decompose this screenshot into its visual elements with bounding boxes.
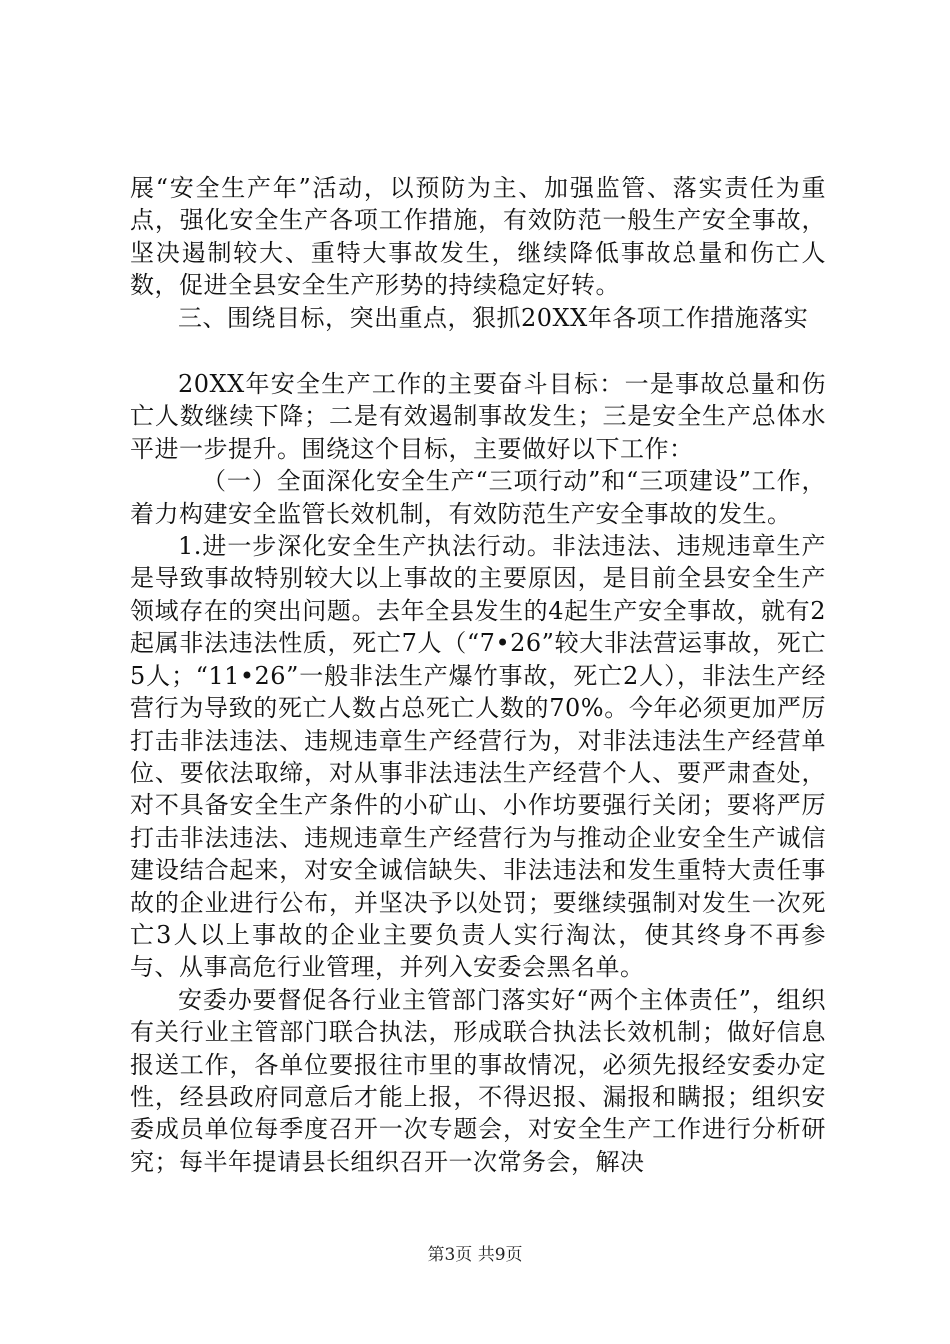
- section-heading-three: 三、围绕目标，突出重点，狠抓20XX年各项工作措施落实: [178, 303, 809, 332]
- page-number-footer: 第3页 共9页: [427, 1245, 523, 1265]
- paragraph-continuation: 展“安全生产年”活动，以预防为主、加强监管、落实责任为重点，强化安全生产各项工作措施，有效防范一般生产安全事故，坚决遏制较大、重特大事故发生，继续降低事故总量和伤亡人数，促进全县安全生产形势的持续稳定好转。: [130, 174, 826, 300]
- document-body: [130, 172, 826, 1178]
- paragraph-goals: 20XX年安全生产工作的主要奋斗目标：一是事故总量和伤亡人数继续下降；二是有效遏制事故发生；三是安全生产总体水平进一步提升。围绕这个目标，主要做好以下工作：: [130, 370, 826, 463]
- subsection-heading-one: （一）全面深化安全生产“三项行动”和“三项建设”工作，着力构建安全监管长效机制，有效防范生产安全事故的发生。: [130, 467, 826, 528]
- paragraph-office-duties: 安委办要督促各行业主管部门落实好“两个主体责任”，组织有关行业主管部门联合执法，形成联合执法长效机制；做好信息报送工作，各单位要报往市里的事故情况，必须先报经安委办定性，经县政府同意后才能上报，不得迟报、漏报和瞒报；组织安委成员单位每季度召开一次专题会，对安全生产工作进行分析研究；每半年提请县长组织召开一次常务会，解决: [130, 985, 826, 1176]
- paragraph-item-one: 1.进一步深化安全生产执法行动。非法违法、违规违章生产是导致事故特别较大以上事故的主要原因，是目前全县安全生产领域存在的突出问题。去年全县发生的4起生产安全事故，就有2起属非法违法性质，死亡7人（“7•26”较大非法营运事故，死亡5人；“11•26”一般非法生产爆竹事故，死亡2人），非法生产经营行为导致的死亡人数占总死亡人数的70%。今年必须更加严厉打击非法违法、违规违章生产经营行为，对非法违法生产经营单位、要依法取缔，对从事非法违法生产经营个人、要严肃查处，对不具备安全生产条件的小矿山、小作坊要强行关闭；要将严厉打击非法违法、违规违章生产经营行为与推动企业安全生产诚信建设结合起来，对安全诚信缺失、非法违法和发生重特大责任事故的企业进行公布，并坚决予以处罚；要继续强制对发生一次死亡3人以上事故的企业主要负责人实行淘汰，使其终身不再参与、从事高危行业管理，并列入安委会黑名单。: [130, 532, 826, 982]
